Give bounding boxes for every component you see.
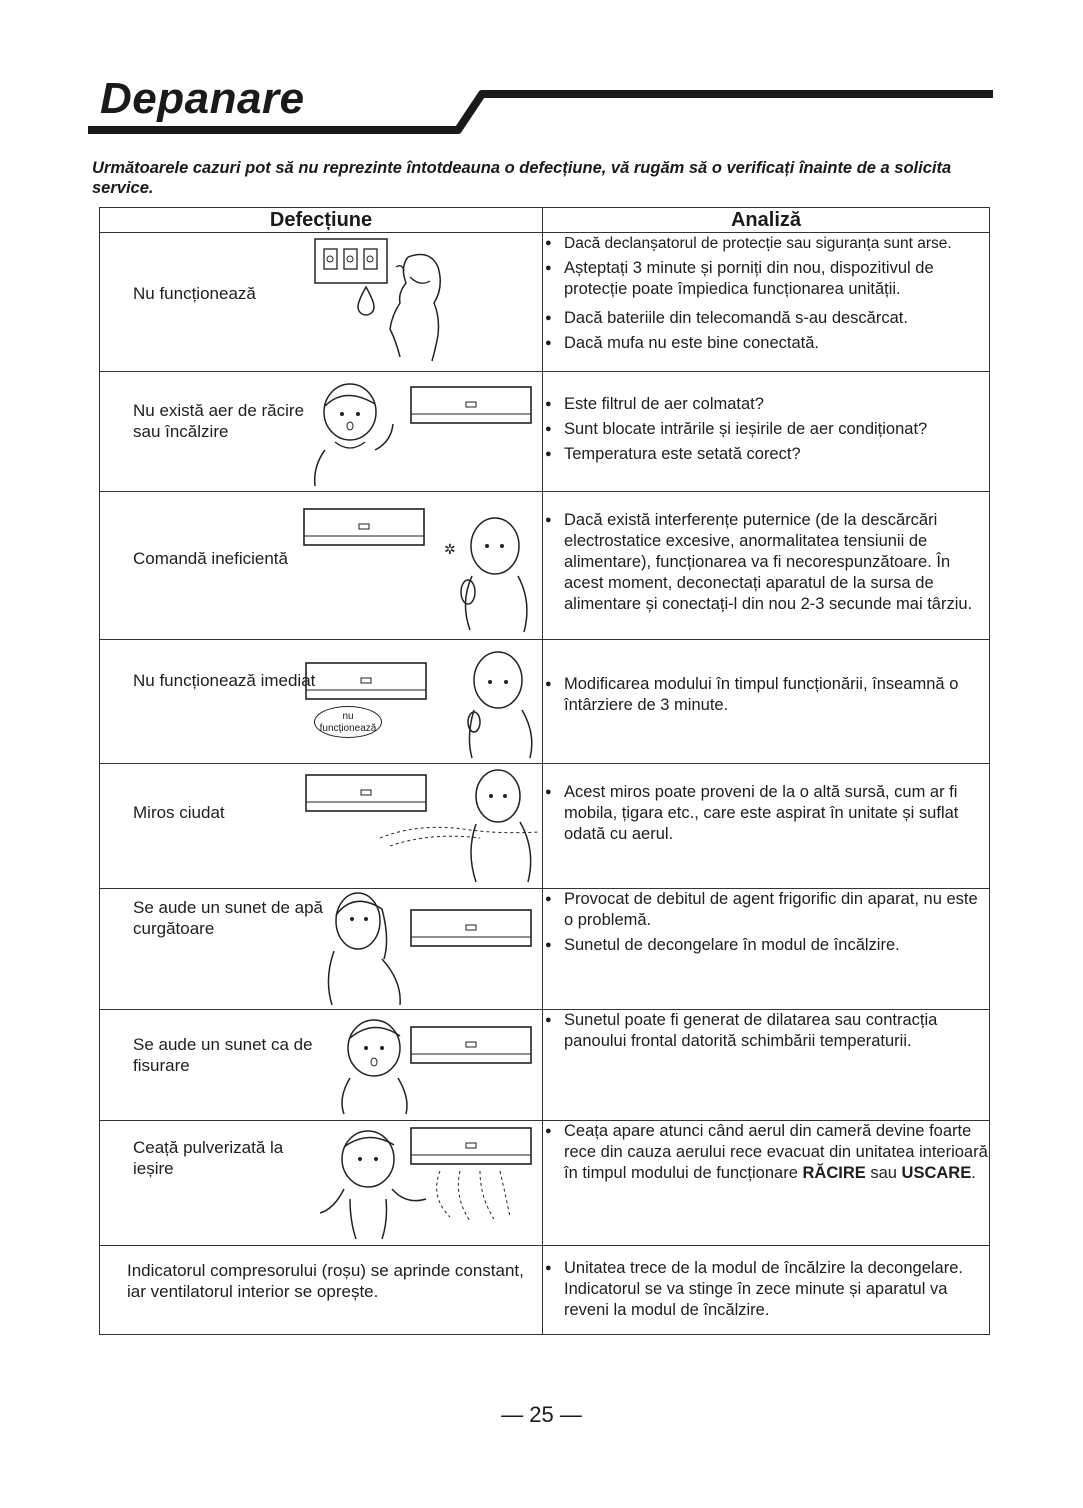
table-row: [100, 1121, 990, 1246]
fault-label: Nu funcționează imediat: [133, 671, 316, 690]
analysis-cell: [543, 764, 990, 889]
analysis-item: ● Sunetul poate fi generat de dilatarea sau contracția panoului frontal datorită schimbării temperaturii.: [543, 1010, 989, 1052]
fault-cell: [100, 764, 543, 889]
page-number-value: 25: [529, 1402, 554, 1427]
analysis-cell: [543, 492, 990, 640]
table-row: [100, 492, 990, 640]
troubleshooting-table: [99, 207, 990, 1335]
air-conditioner-icon: [410, 909, 532, 949]
mode-drying: USCARE: [901, 1164, 972, 1182]
fuse-box-woman-icon: [310, 237, 450, 363]
table-row: [100, 889, 990, 1010]
analysis-cell: [543, 889, 990, 1010]
analysis-item: ● Temperatura este setată corect?: [543, 444, 989, 465]
fault-label: Comandă ineficientă: [133, 549, 288, 568]
air-conditioner-icon: [305, 662, 427, 702]
analysis-cell: [543, 1010, 990, 1121]
listening-woman-icon: [324, 889, 414, 1007]
air-conditioner-mist-icon: [410, 1127, 532, 1237]
analysis-item: ● Modificarea modului în timpul funcționării, înseamnă o întârziere de 3 minute.: [543, 674, 989, 716]
analysis-item: ● Este filtrul de aer colmatat?: [543, 394, 989, 415]
analysis-item: ● Unitatea trece de la modul de încălzire la decongelare. Indicatorul se va stinge în zece minute și aparatul va reveni la modul de încălzire.: [543, 1258, 989, 1321]
column-header-fault: Defecțiune: [100, 208, 543, 233]
fault-label: Se aude un sunet de apă curgătoare: [133, 898, 323, 938]
table-header-row: [100, 208, 990, 233]
remote-woman-icon: [460, 648, 540, 760]
fault-cell: [100, 233, 543, 372]
speech-bubble: nu funcționează: [314, 706, 382, 738]
conjunction: sau: [870, 1164, 897, 1182]
table-row: [100, 640, 990, 764]
analysis-item: ● Acest miros poate proveni de la o altă sursă, cum ar fi mobila, țigara etc., care este aspirat în unitate și suflat odată cu aerul.: [543, 782, 989, 845]
page-title: Depanare: [100, 74, 305, 123]
fault-cell: [100, 1246, 543, 1335]
analysis-item: ● Așteptați 3 minute și porniți din nou, dispozitivul de protecție poate împiedica funcționarea unității.: [543, 258, 989, 300]
fault-label: Ceață pulverizată la ieșire: [133, 1138, 284, 1178]
intro-text: Următoarele cazuri pot să nu reprezinte întotdeauna o defecțiune, vă rugăm să o verificați înainte de a solicita service.: [92, 159, 952, 197]
mode-cooling: RĂCIRE: [802, 1164, 866, 1182]
fault-cell: [100, 492, 543, 640]
table-row: [100, 1246, 990, 1335]
analysis-item: ● Dacă există interferențe puternice (de la descărcări electrostatice excesive, anormalitatea tensiunii de alimentare), funcționarea va fi necorespunzătoare. În acest moment, deconectați aparatul de la sursa de alimentare și conectați-l din nou 2-3 secunde mai târziu.: [543, 510, 989, 615]
air-conditioner-icon: [410, 386, 532, 426]
analysis-item: ● Sunetul de decongelare în modul de încălzire.: [543, 935, 989, 956]
fault-cell: [100, 1121, 543, 1246]
column-header-analysis: Analiză: [543, 208, 990, 233]
fault-cell: [100, 372, 543, 492]
fault-label: Nu funcționează: [133, 284, 256, 303]
confused-woman-icon: [305, 380, 415, 488]
air-conditioner-icon: [410, 1026, 532, 1066]
fault-label: Indicatorul compresorului (roșu) se aprinde constant, iar ventilatorul interior se oprește.: [127, 1261, 524, 1301]
page-number: — 25 —: [501, 1402, 582, 1427]
analysis-cell: [543, 233, 990, 372]
fault-cell: [100, 889, 543, 1010]
analysis-item: ● Dacă declanșatorul de protecție sau siguranța sunt arse.: [543, 233, 989, 254]
analysis-text: Ceața apare atunci când aerul din cameră devine foarte rece din cauza aerului rece evacuat din unitatea interioară în timpul modului de funcționare: [564, 1122, 988, 1182]
fault-label: Miros ciudat: [133, 803, 225, 822]
analysis-cell: [543, 372, 990, 492]
surprised-woman-icon: [330, 1014, 420, 1118]
analysis-cell: [543, 1121, 990, 1246]
table-row: [100, 764, 990, 889]
analysis-item: ● Dacă bateriile din telecomandă s-au descărcat.: [543, 308, 989, 329]
remote-woman-icon: [440, 512, 535, 636]
analysis-item: ● Dacă mufa nu este bine conectată.: [543, 333, 989, 354]
smelling-woman-icon: [380, 766, 540, 884]
fault-label: Nu există aer de răcire sau încălzire: [133, 401, 305, 441]
fault-cell: [100, 640, 543, 764]
table-row: [100, 372, 990, 492]
air-conditioner-icon: [303, 508, 425, 548]
table-row: [100, 1010, 990, 1121]
fault-cell: [100, 1010, 543, 1121]
analysis-cell: [543, 640, 990, 764]
table-row: [100, 233, 990, 372]
svg-text:✲: ✲: [444, 541, 456, 557]
analysis-item: ● Provocat de debitul de agent frigorific din aparat, nu este o problemă.: [543, 889, 989, 931]
analysis-item: [543, 1121, 989, 1184]
sentence-end: .: [971, 1164, 976, 1182]
analysis-cell: [543, 1246, 990, 1335]
analysis-item: ● Sunt blocate intrările și ieșirile de aer condiționat?: [543, 419, 989, 440]
fault-label: Se aude un sunet ca de fisurare: [133, 1035, 313, 1075]
page-header: [0, 0, 1083, 140]
